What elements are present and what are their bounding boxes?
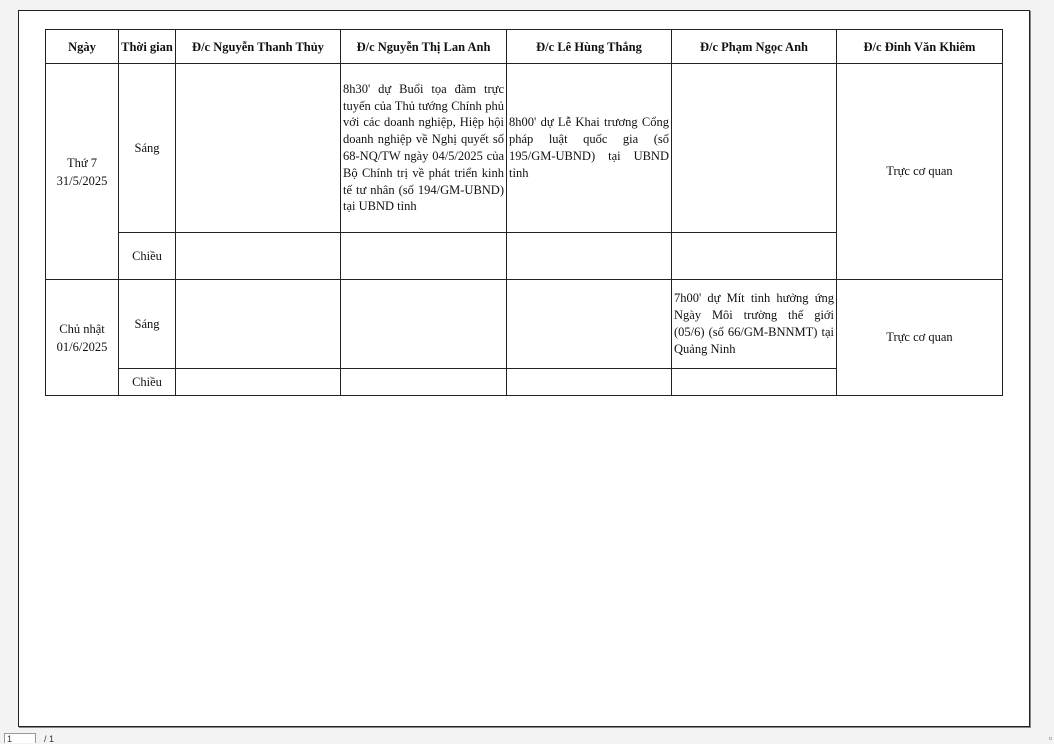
resize-grip-icon[interactable]: ▫: [1048, 733, 1052, 743]
schedule-cell: [176, 233, 341, 280]
schedule-cell: 8h30' dự Buổi tọa đàm trực tuyến của Thủ tướng Chính phủ với các doanh nghiệp, Hiệp hội doanh nghiệp về Nghị quyết số 68-NQ/TW ngày 04/5/2025 của Bộ Chính trị về phát triển kinh tế tư nhân (số 194/GM-UBND) tại UBND tỉnh: [341, 64, 507, 233]
schedule-cell: [176, 369, 341, 396]
schedule-cell: [176, 64, 341, 233]
schedule-cell: 8h00' dự Lễ Khai trương Cổng pháp luật quốc gia (số 195/GM-UBND) tại UBND tỉnh: [507, 64, 672, 233]
document-page: [18, 10, 1030, 727]
day-cell: [46, 280, 119, 396]
duty-cell: Trực cơ quan: [837, 64, 1003, 280]
time-slot-morning: Sáng: [119, 64, 176, 233]
schedule-cell: [672, 233, 837, 280]
day-date: 01/6/2025: [56, 339, 108, 354]
schedule-cell: [341, 233, 507, 280]
time-slot-afternoon: Chiều: [119, 233, 176, 280]
day-date: 31/5/2025: [56, 173, 108, 188]
page-number-input[interactable]: 1: [4, 733, 36, 743]
header-nguyen-thanh-thuy: Đ/c Nguyễn Thanh Thủy: [176, 30, 341, 64]
status-bar: [0, 729, 1054, 743]
header-row: [46, 30, 1003, 64]
schedule-cell: [507, 369, 672, 396]
schedule-table: [45, 29, 1003, 396]
schedule-cell: [507, 233, 672, 280]
day-name: Thứ 7: [66, 155, 98, 170]
schedule-cell: [341, 280, 507, 369]
schedule-cell: [672, 64, 837, 233]
schedule-cell: [672, 369, 837, 396]
schedule-cell: [176, 280, 341, 369]
duty-cell: Trực cơ quan: [837, 280, 1003, 396]
table-row: [46, 64, 1003, 233]
table-row: [46, 280, 1003, 369]
header-le-hung-thang: Đ/c Lê Hùng Thắng: [507, 30, 672, 64]
header-pham-ngoc-anh: Đ/c Phạm Ngọc Anh: [672, 30, 837, 64]
header-day: Ngày: [46, 30, 119, 64]
page-count: / 1: [44, 734, 55, 744]
header-time: Thời gian: [119, 30, 176, 64]
day-cell: [46, 64, 119, 280]
day-name: Chủ nhật: [59, 321, 105, 336]
header-dinh-van-khiem: Đ/c Đinh Văn Khiêm: [837, 30, 1003, 64]
time-slot-morning: Sáng: [119, 280, 176, 369]
header-nguyen-thi-lan-anh: Đ/c Nguyễn Thị Lan Anh: [341, 30, 507, 64]
time-slot-afternoon: Chiều: [119, 369, 176, 396]
schedule-cell: 7h00' dự Mít tinh hưởng ứng Ngày Môi trường thế giới (05/6) (số 66/GM-BNNMT) tại Quảng Ninh: [672, 280, 837, 369]
schedule-cell: [341, 369, 507, 396]
schedule-cell: [507, 280, 672, 369]
